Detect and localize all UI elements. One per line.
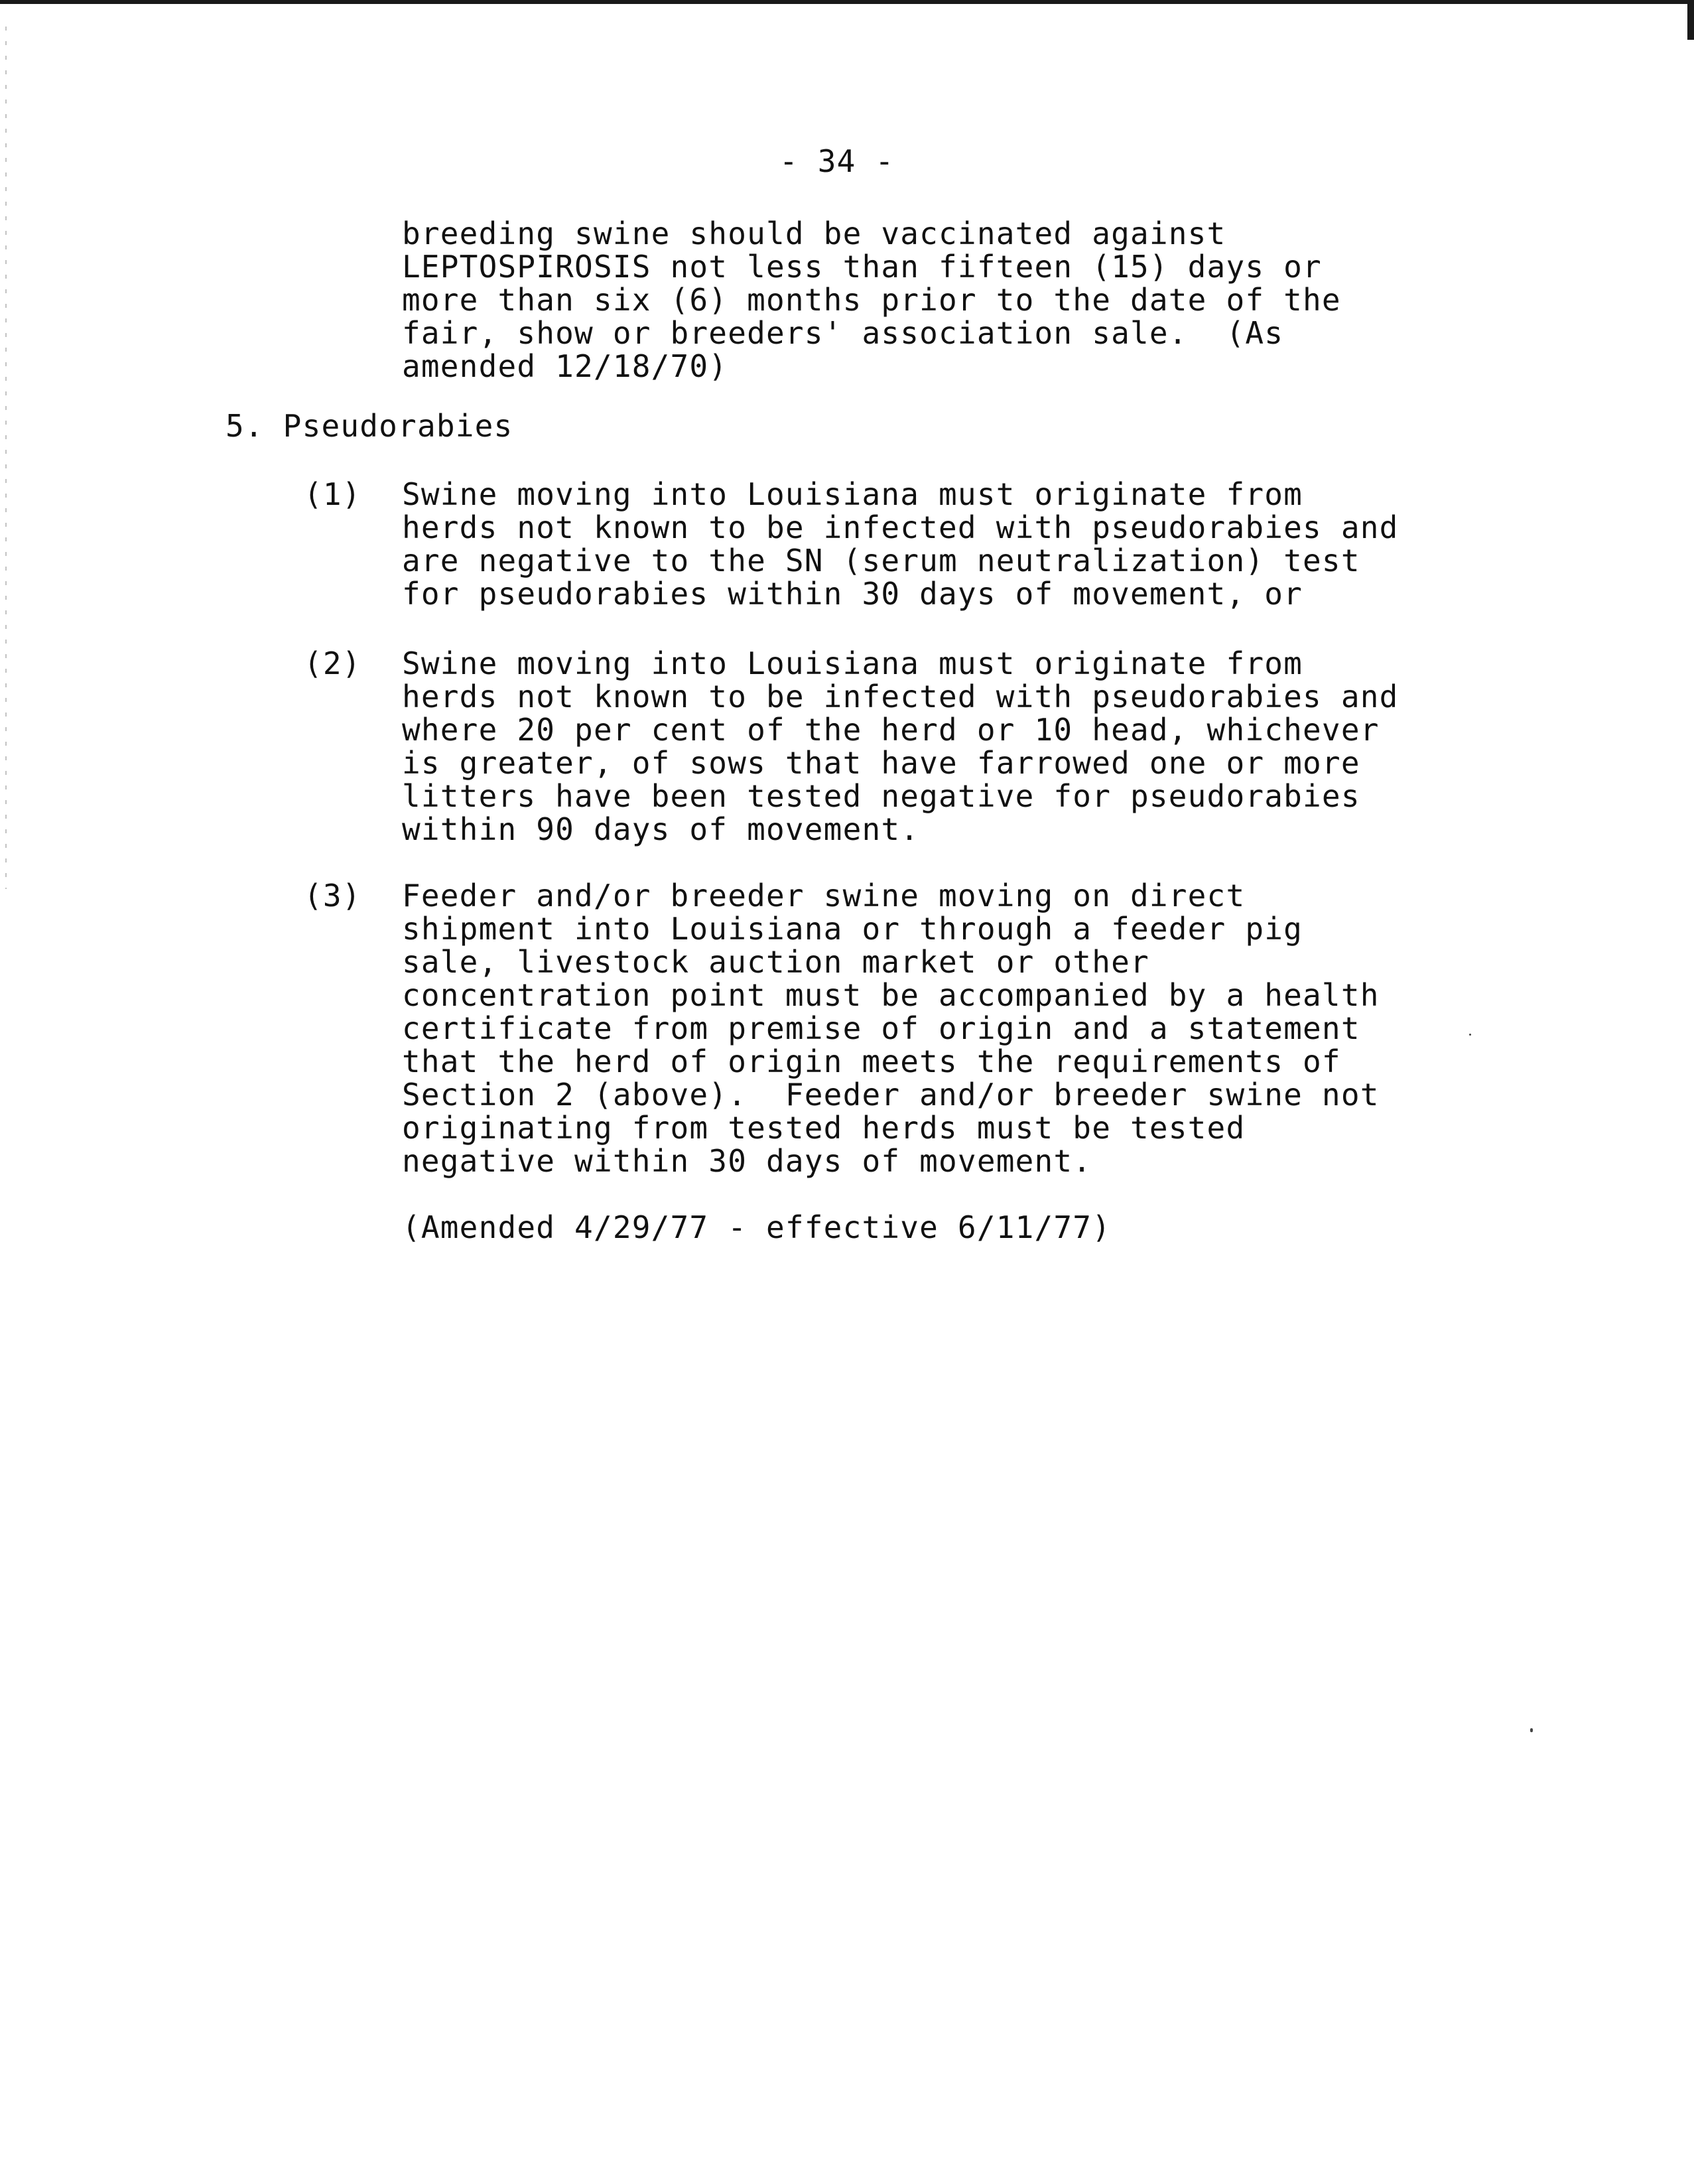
- item-text: Feeder and/or breeder swine moving on direct shipment into Louisiana or through a feeder pig sale, livestock auction market or other concentration point must be accompanied by a health certificate from premise of origin and a statement that the herd of origin meets the requirements of Section 2 (above). Feeder and/or breeder swine not originating from tested herds must be tested negative within 30 days of movement.: [402, 878, 1380, 1179]
- item-number: (1): [304, 476, 361, 512]
- scan-speck: [1530, 1728, 1533, 1732]
- left-margin-scan-artifact: [5, 27, 7, 889]
- amendment-note: (Amended 4/29/77 - effective 6/11/77): [402, 1209, 1112, 1245]
- item-number: (3): [304, 878, 361, 914]
- item-number: (2): [304, 646, 361, 681]
- intro-paragraph: breeding swine should be vaccinated against LEPTOSPIROSIS not less than fifteen (15) days or more than six (6) months prior to the date of the fair, show or breeders' association sale. (As amended 12/18/70): [402, 216, 1341, 384]
- section-heading: 5. Pseudorabies: [226, 408, 513, 444]
- item-text: Swine moving into Louisiana must originate from herds not known to be infected with pseudorabies and are negative to the SN (serum neutralization) test for pseudorabies within 30 days of movement, or: [402, 476, 1399, 612]
- scan-edge-mark: [1687, 0, 1694, 40]
- item-text: Swine moving into Louisiana must originate from herds not known to be infected with pseudorabies and where 20 per cent of the herd or 10 head, whichever is greater, of sows that have farrowed one or more litters have been tested negative for pseudorabies within 90 days of movement.: [402, 646, 1399, 847]
- page-number: - 34 -: [779, 143, 895, 179]
- top-border-line: [0, 0, 1694, 4]
- scan-speck: [1469, 1034, 1471, 1036]
